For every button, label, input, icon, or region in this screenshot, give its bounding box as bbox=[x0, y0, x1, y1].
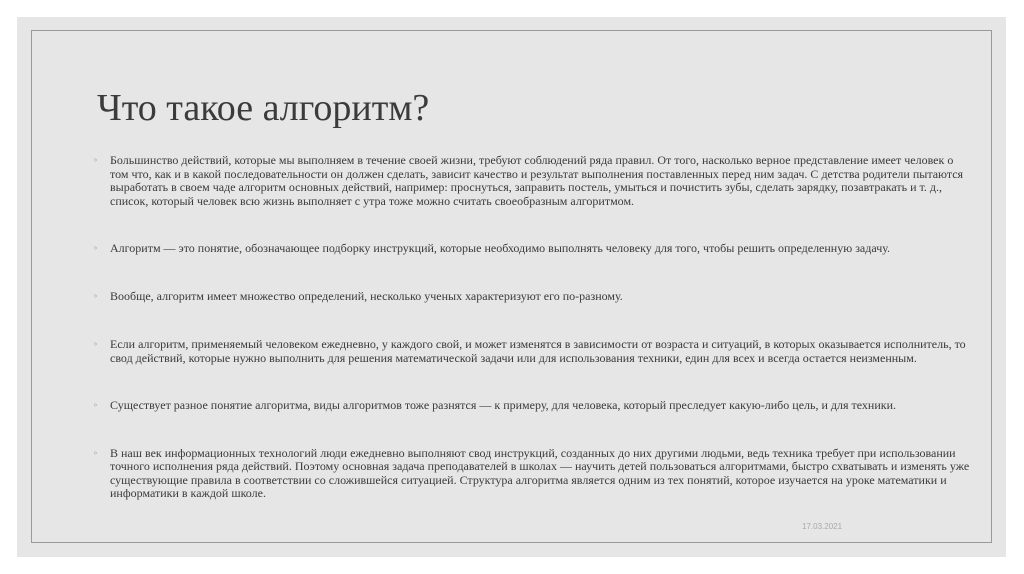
slide bbox=[17, 17, 1006, 557]
bullet-item bbox=[93, 447, 973, 501]
bullet-marker-icon: ◦ bbox=[93, 244, 98, 253]
bullet-marker-icon: ◦ bbox=[93, 291, 98, 301]
bullet-item bbox=[93, 399, 973, 413]
bullet-text: Если алгоритм, применяемый человеком ежедневно, у каждого свой, и может изменятся в зависимости от возраста и ситуаций, в которых оказывается исполнитель, то свод действий, которые нужно выполнить для решения математической задачи или для использования техники, един для всех и всегда остается неизменным. bbox=[110, 337, 966, 365]
bullet-marker-icon: ◦ bbox=[93, 156, 98, 165]
bullet-item bbox=[93, 154, 973, 208]
bullet-text: В наш век информационных технологий люди ежедневно выполняют свод инструкций, созданных до них другими людьми, ведь техника требует при использовании точного исполнения ряда действий. Поэтому основная задача преподавателей в школах — научить детей пользоваться алгоритмами, быстро схватывать и изменять уже существующие правила в соответствии со сложившейся ситуацией. Структура алгоритма является одним из тех понятий, которое изучается на уроке математики и информатики в каждой школе. bbox=[110, 445, 970, 500]
bullet-list bbox=[93, 154, 973, 501]
bullet-text: Большинство действий, которые мы выполняем в течение своей жизни, требуют соблюдений ряда правил. От того, насколько верное представление имеет человек о том что, как и в какой последовательности он должен сделать, зависит качество и результат выполнения поставленных перед ним задач. С детства родители пытаются выработать в своем чаде алгоритм основных действий, например: проснуться, заправить постель, умыться и почистить зубы, сделать зарядку, позавтракать и т. д., список, который человек всю жизнь выполняет с утра тоже можно считать своеобразным алгоритмом. bbox=[110, 153, 964, 208]
bullet-text: Вообще, алгоритм имеет множество определений, несколько ученых характеризуют его по-разному. bbox=[110, 288, 623, 303]
bullet-marker-icon: ◦ bbox=[93, 340, 98, 349]
slide-date: 17.03.2021 bbox=[802, 522, 843, 531]
bullet-marker-icon: ◦ bbox=[93, 448, 98, 458]
bullet-item bbox=[93, 290, 973, 304]
bullet-text: Алгоритм — это понятие, обозначающее подборку инструкций, которые необходимо выполнять человеку для того, чтобы решить определенную задачу. bbox=[110, 241, 891, 255]
bullet-text: Существует разное понятие алгоритма, виды алгоритмов тоже разнятся — к примеру, для человека, который преследует какую-либо цель, и для техники. bbox=[110, 398, 897, 412]
bullet-item bbox=[93, 242, 973, 256]
slide-title: Что такое алгоритм? bbox=[97, 87, 430, 129]
bullet-item bbox=[93, 338, 973, 365]
bullet-marker-icon: ◦ bbox=[93, 401, 98, 410]
